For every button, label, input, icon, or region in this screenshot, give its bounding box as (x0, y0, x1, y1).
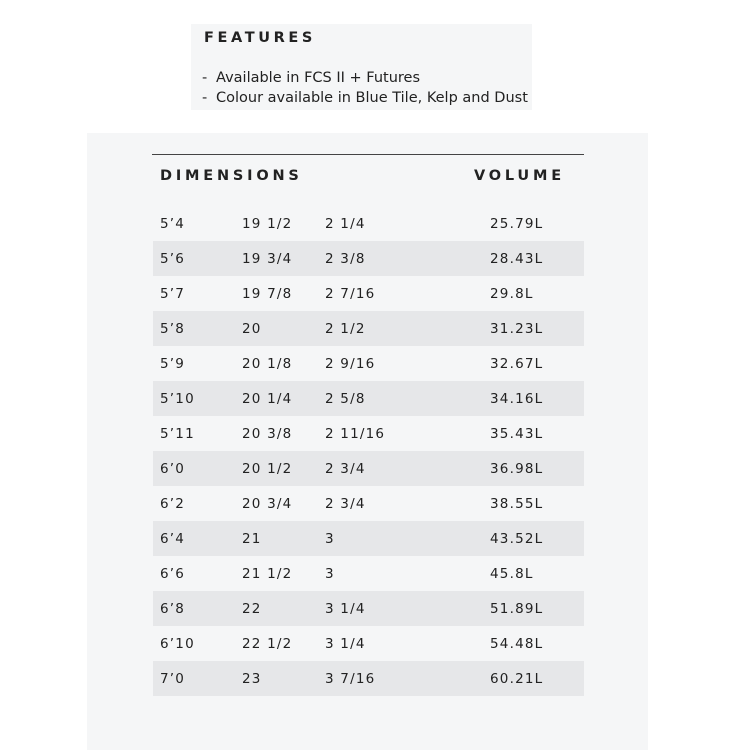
table-row (153, 206, 584, 241)
volume-cell: 45.8L (490, 566, 534, 582)
width-cell: 23 (242, 671, 262, 687)
feature-bullet: - (202, 90, 208, 106)
volume-cell: 43.52L (490, 531, 544, 547)
length-cell: 7’0 (160, 671, 186, 687)
table-row (153, 521, 584, 556)
length-cell: 6’4 (160, 531, 186, 547)
thickness-cell: 3 1/4 (325, 636, 366, 652)
thickness-cell: 2 1/2 (325, 321, 366, 337)
length-cell: 5’7 (160, 286, 186, 302)
table-row (153, 416, 584, 451)
features-box (191, 24, 532, 110)
width-cell: 20 3/8 (242, 426, 293, 442)
table-top-divider (152, 154, 584, 155)
feature-item (202, 88, 528, 108)
features-list (202, 68, 528, 108)
volume-cell: 31.23L (490, 321, 544, 337)
width-cell: 22 (242, 601, 262, 617)
thickness-cell: 2 1/4 (325, 216, 366, 232)
feature-bullet: - (202, 70, 208, 86)
table-row (153, 591, 584, 626)
volume-cell: 34.16L (490, 391, 544, 407)
width-cell: 20 3/4 (242, 496, 293, 512)
table-row (153, 276, 584, 311)
table-row (153, 556, 584, 591)
volume-cell: 28.43L (490, 251, 544, 267)
feature-text: Colour available in Blue Tile, Kelp and Dust (216, 90, 528, 106)
width-cell: 20 1/8 (242, 356, 293, 372)
volume-cell: 60.21L (490, 671, 544, 687)
width-cell: 21 1/2 (242, 566, 293, 582)
thickness-cell: 2 3/8 (325, 251, 366, 267)
thickness-cell: 2 3/4 (325, 461, 366, 477)
length-cell: 6’10 (160, 636, 195, 652)
volume-cell: 29.8L (490, 286, 534, 302)
width-cell: 21 (242, 531, 262, 547)
thickness-cell: 3 1/4 (325, 601, 366, 617)
length-cell: 5’9 (160, 356, 186, 372)
volume-cell: 38.55L (490, 496, 544, 512)
table-row (153, 661, 584, 696)
length-cell: 5’10 (160, 391, 195, 407)
thickness-cell: 2 3/4 (325, 496, 366, 512)
thickness-cell: 3 (325, 531, 335, 547)
length-cell: 5’6 (160, 251, 186, 267)
length-cell: 6’2 (160, 496, 186, 512)
volume-cell: 54.48L (490, 636, 544, 652)
width-cell: 19 3/4 (242, 251, 293, 267)
thickness-cell: 2 7/16 (325, 286, 376, 302)
width-cell: 20 (242, 321, 262, 337)
thickness-cell: 2 9/16 (325, 356, 376, 372)
table-row (153, 346, 584, 381)
feature-item (202, 68, 528, 88)
table-row (153, 486, 584, 521)
length-cell: 5’8 (160, 321, 186, 337)
length-cell: 6’6 (160, 566, 186, 582)
width-cell: 20 1/2 (242, 461, 293, 477)
table-row (153, 381, 584, 416)
table-row (153, 311, 584, 346)
table-row (153, 451, 584, 486)
feature-text: Available in FCS II + Futures (216, 70, 420, 86)
volume-cell: 51.89L (490, 601, 544, 617)
table-row (153, 626, 584, 661)
volume-cell: 36.98L (490, 461, 544, 477)
width-cell: 20 1/4 (242, 391, 293, 407)
volume-cell: 32.67L (490, 356, 544, 372)
width-cell: 19 7/8 (242, 286, 293, 302)
thickness-cell: 2 5/8 (325, 391, 366, 407)
thickness-cell: 2 11/16 (325, 426, 386, 442)
volume-cell: 25.79L (490, 216, 544, 232)
dimensions-rows (153, 206, 584, 696)
table-row (153, 241, 584, 276)
length-cell: 6’0 (160, 461, 186, 477)
thickness-cell: 3 (325, 566, 335, 582)
volume-cell: 35.43L (490, 426, 544, 442)
volume-header: VOLUME (474, 168, 565, 184)
length-cell: 5’11 (160, 426, 195, 442)
length-cell: 6’8 (160, 601, 186, 617)
features-title: FEATURES (204, 30, 316, 46)
dimensions-panel (87, 133, 648, 750)
length-cell: 5’4 (160, 216, 186, 232)
width-cell: 22 1/2 (242, 636, 293, 652)
width-cell: 19 1/2 (242, 216, 293, 232)
thickness-cell: 3 7/16 (325, 671, 376, 687)
dimensions-header: DIMENSIONS (160, 168, 303, 184)
